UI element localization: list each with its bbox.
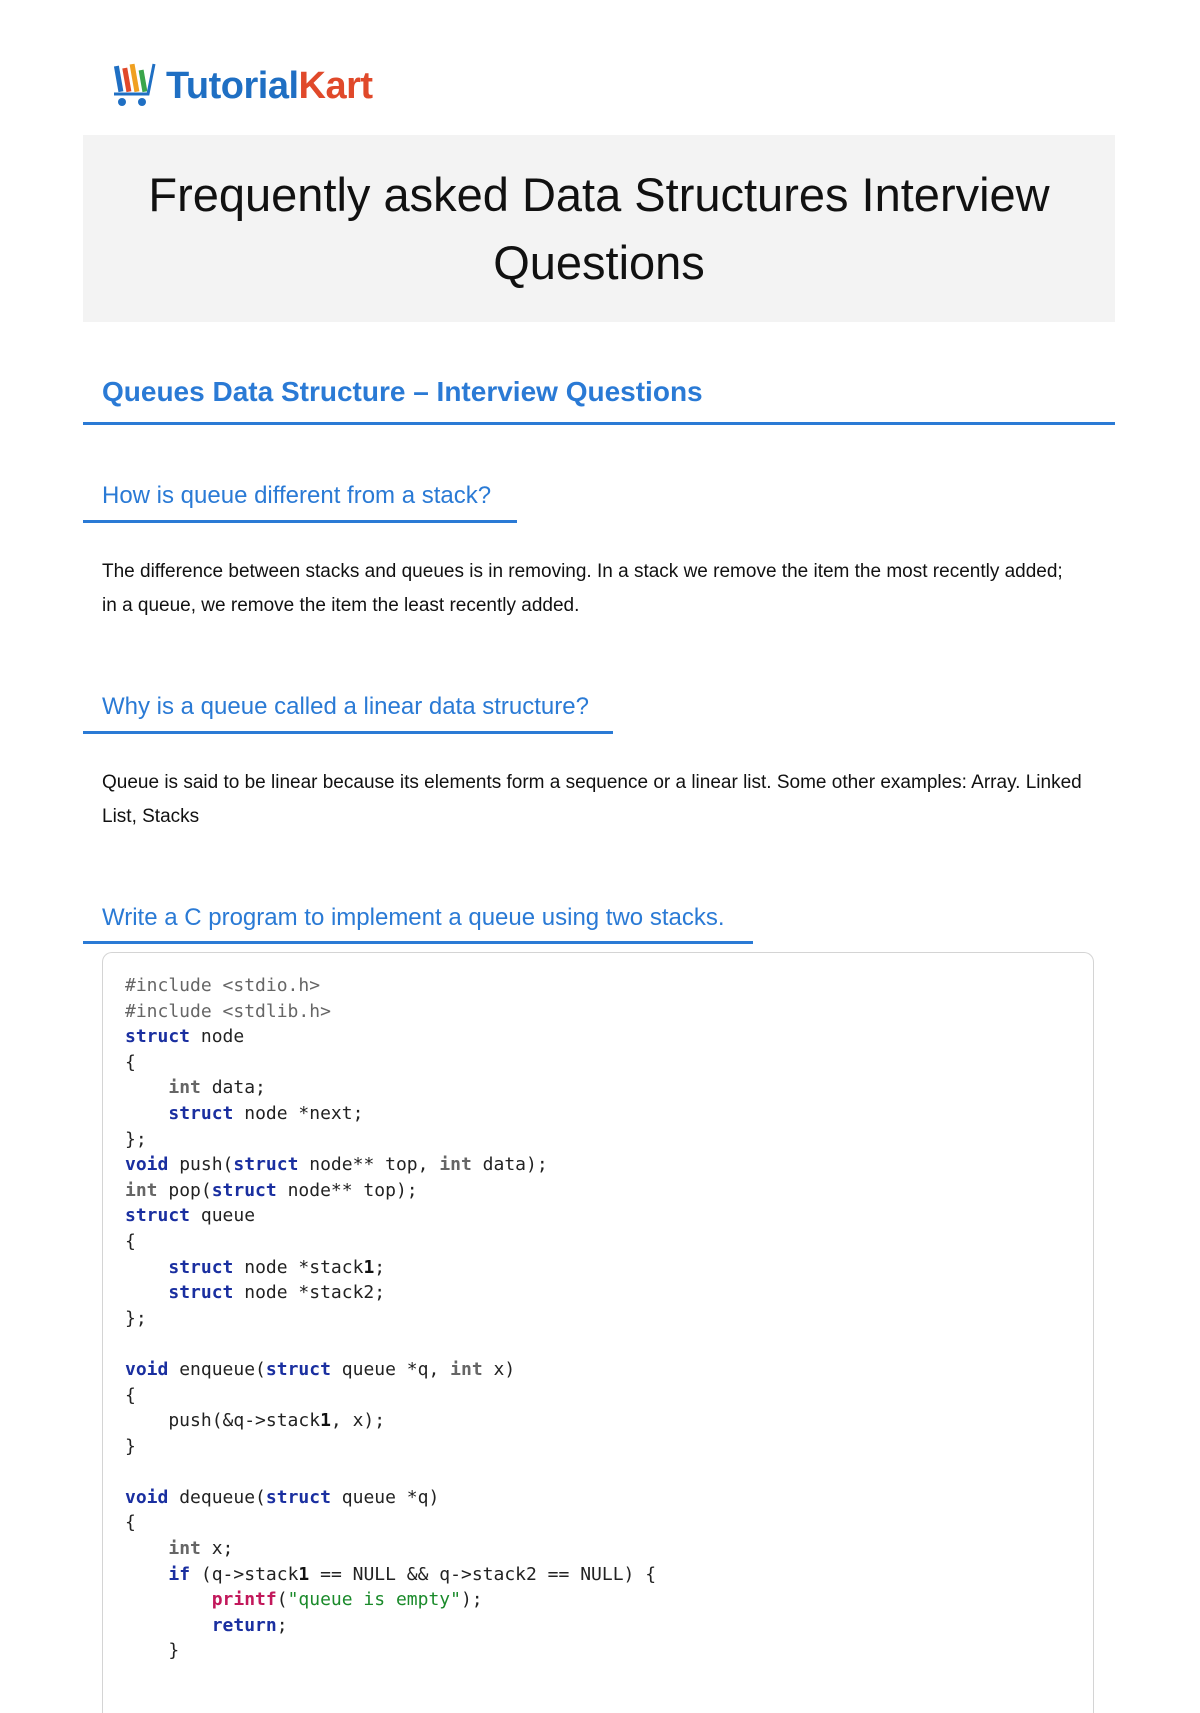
section-heading: Queues Data Structure – Interview Questions [102,376,703,407]
code-line: int x; [168,1538,234,1560]
question-heading-2: Why is a queue called a linear data structure? [102,693,589,720]
code-line: void push(struct node** top, int data); [125,1154,548,1176]
code-line: int data; [168,1077,266,1099]
code-line: }; [125,1128,147,1150]
code-line: { [125,1512,136,1534]
code-line: void dequeue(struct queue *q) [125,1486,440,1508]
code-line: struct node *next; [168,1102,364,1124]
logo-text-tutorial: Tutorial [166,64,299,107]
section-heading-underline [83,422,1115,425]
code-line: return; [211,1614,288,1636]
code-line: struct node *stack2; [168,1282,386,1304]
tutorialkart-logo[interactable] [112,56,373,116]
code-line: int pop(struct node** top); [125,1179,418,1201]
logo-text-kart: Kart [298,64,373,107]
cart-logo-icon [112,58,160,114]
code-line: #include <stdlib.h> [125,1000,331,1022]
page-title: Frequently asked Data Structures Interview Questions [148,167,1050,289]
code-line: push(&q->stack1, x); [125,1410,386,1432]
answer-paragraph-2: Queue is said to be linear because its elements form a sequence or a linear list. Some other examples: Array. Linked List, Stacks [102,772,1082,827]
code-line: { [125,1051,136,1073]
code-line: struct node *stack1; [168,1256,386,1278]
code-line: } [125,1435,136,1457]
code-line: }; [125,1307,147,1329]
code-line: #include <stdio.h> [125,975,321,996]
code-line: void enqueue(struct queue *q, int x) [125,1358,516,1380]
question-2-underline [83,731,613,734]
code-line: struct node [125,1026,245,1048]
logo-wordmark [166,65,373,108]
question-heading-1: How is queue different from a stack? [102,482,492,509]
code-listing [125,973,656,1664]
code-block[interactable] [102,952,1094,1713]
code-line: if (q->stack1 == NULL && q->stack2 == NULL) { [168,1563,657,1585]
question-3-underline [83,941,753,944]
title-banner [83,135,1115,322]
code-line: struct queue [125,1205,256,1227]
code-line: } [125,1640,180,1662]
code-line: printf("queue is empty"); [211,1589,483,1611]
question-1-underline [83,520,517,523]
code-line: { [125,1230,136,1252]
code-line: { [125,1384,136,1406]
question-heading-3: Write a C program to implement a queue using two stacks. [102,904,725,931]
answer-paragraph-1: The difference between stacks and queues is in removing. In a stack we remove the item the most recently added; in a queue, we remove the item the least recently added. [102,561,1063,616]
